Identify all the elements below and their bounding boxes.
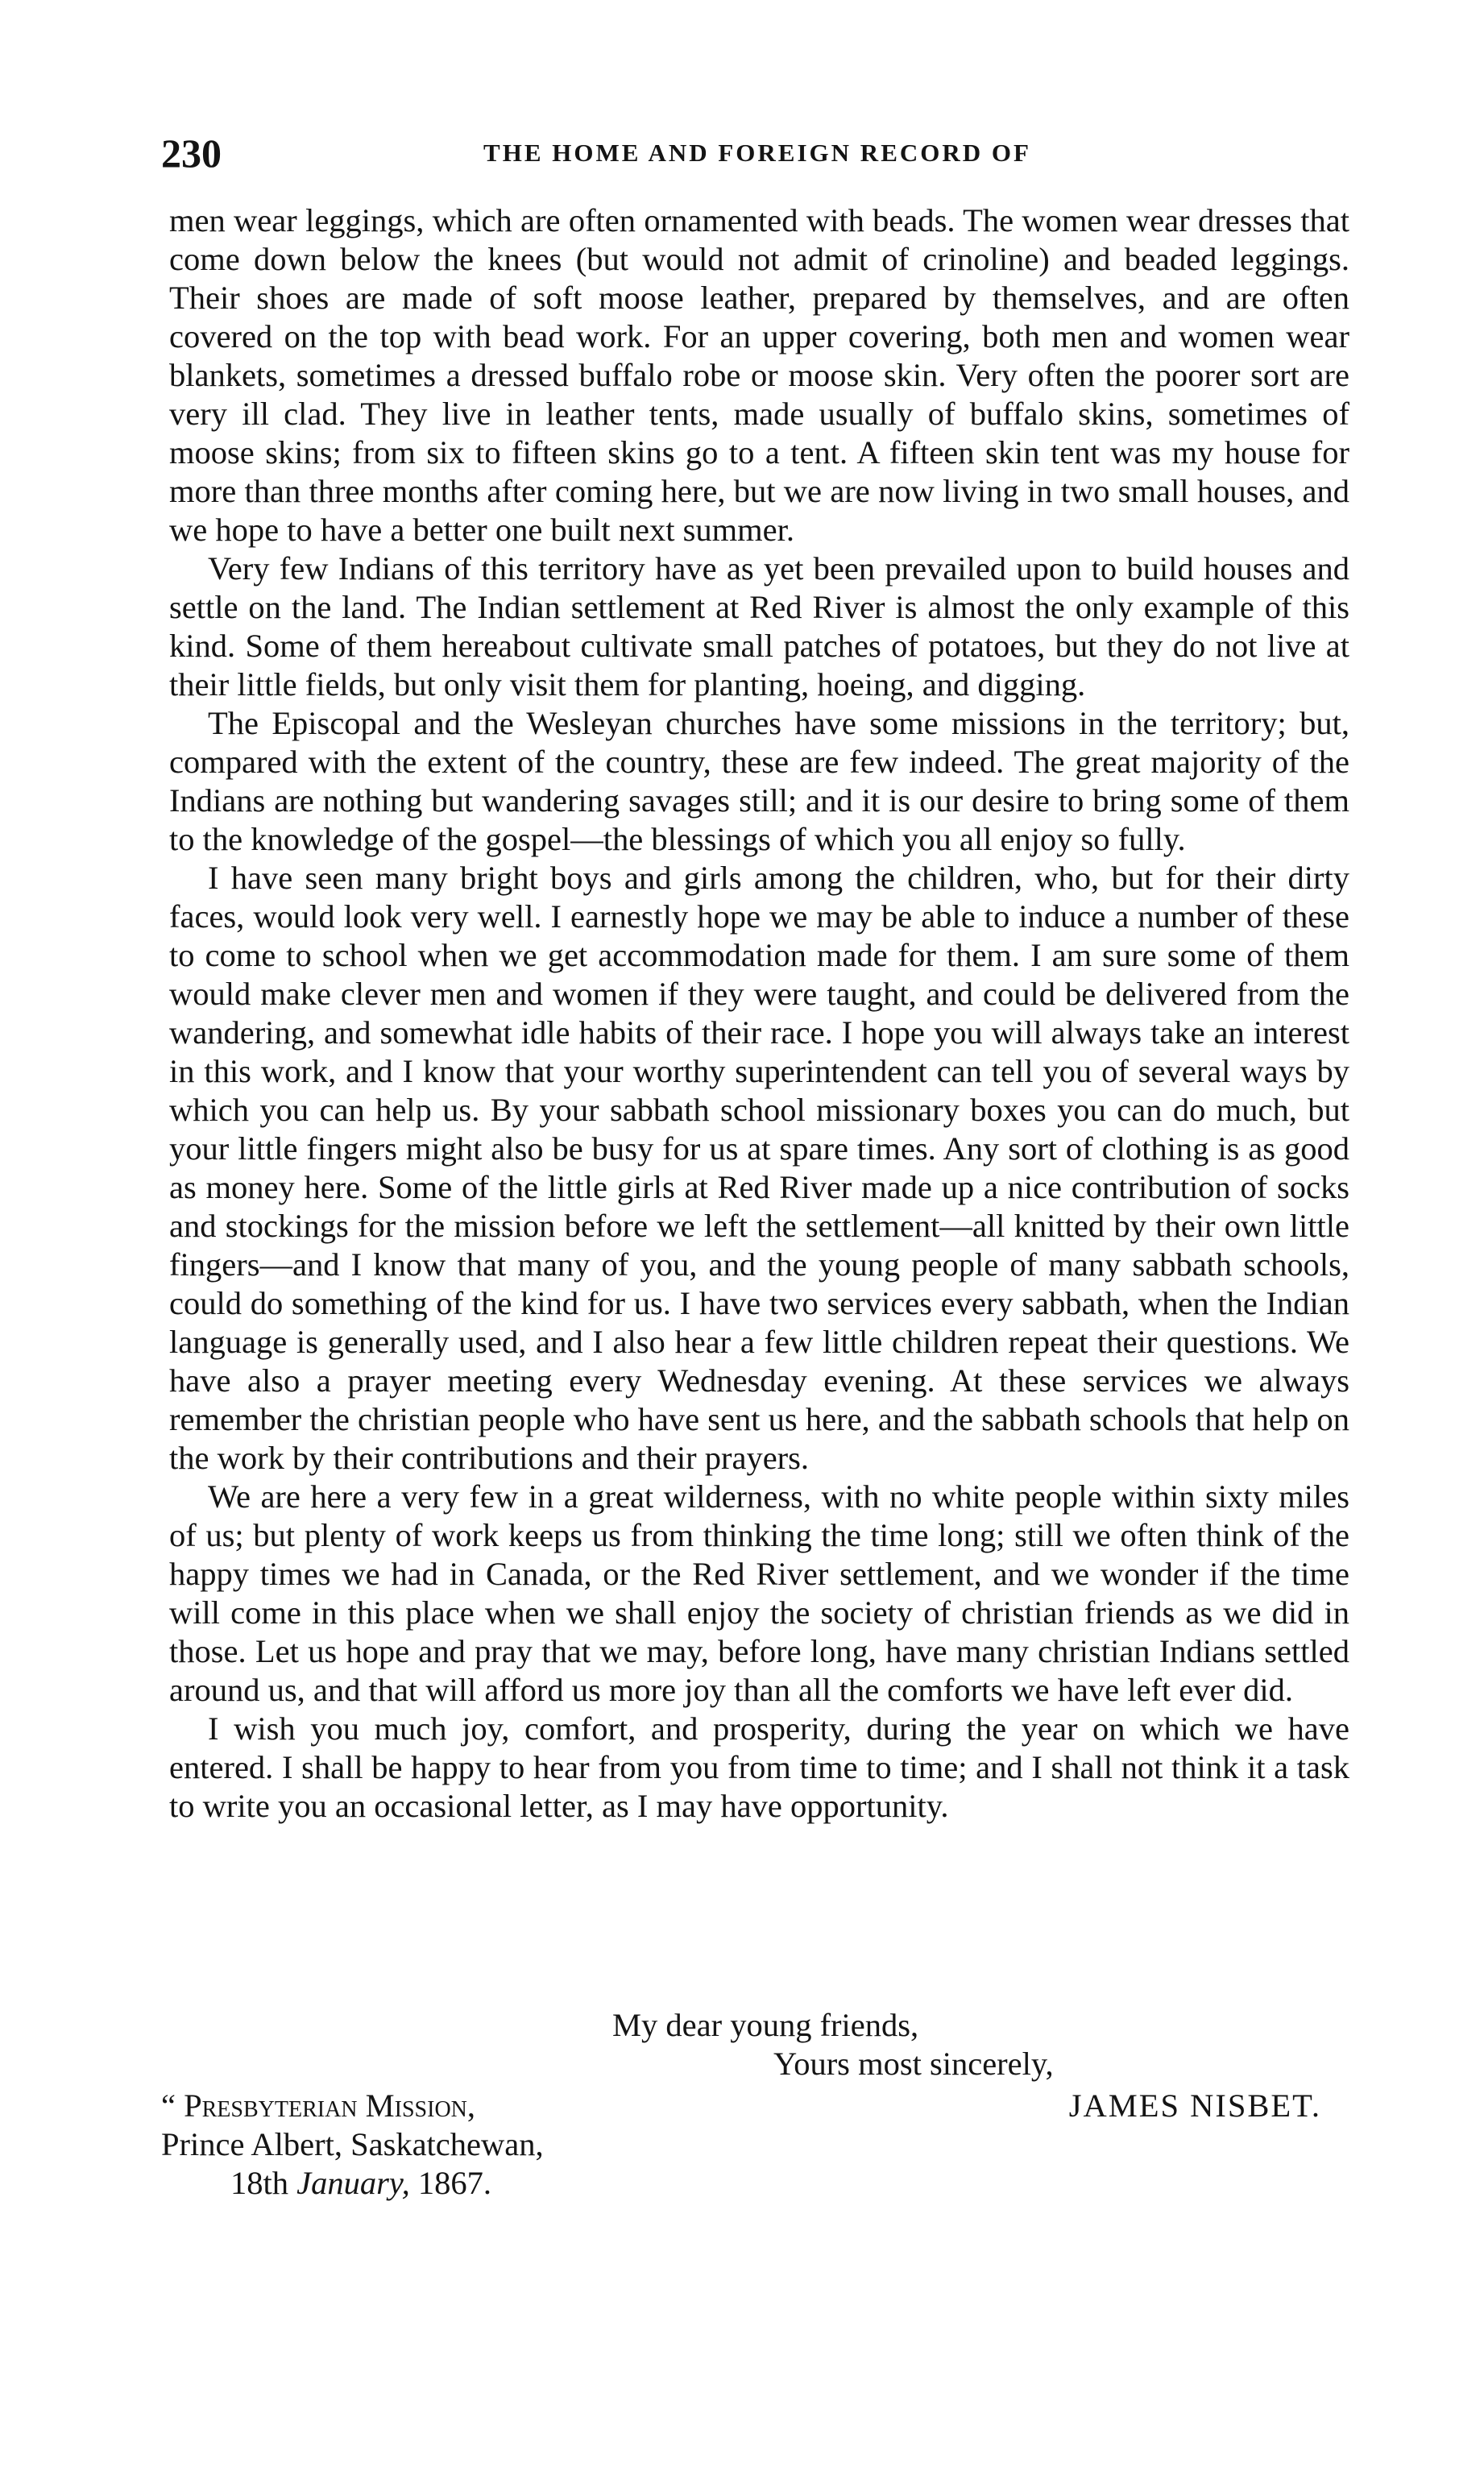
paragraph: The Episcopal and the Wesleyan churches have some missions in the territory; but, compared with the extent of the country, these are few indeed. The great majority of the Indians are nothing but wandering savages still; and it is our desire to bring some of them to the knowledge of the gospel—the blessings of which you all enjoy so fully. — [169, 705, 1349, 857]
running-head: THE HOME AND FOREIGN RECORD OF — [483, 139, 1031, 167]
paragraph: Very few Indians of this territory have as yet been prevailed upon to build houses and settle on the land. The Indian settlement at Red River is almost the only example of this kind. Some of them hereabout cultivate small patches of potatoes, but they do not live at their little fields, but only visit them for planting, hoeing, and digging. — [169, 550, 1349, 703]
paragraph: I wish you much joy, comfort, and prosperity, during the year on which we have entered. I shall be happy to hear from you from time to time; and I shall not think it a task to write you an occasional letter, as I may have opportunity. — [169, 1710, 1349, 1824]
letter-date — [230, 2164, 491, 2203]
paragraph: We are here a very few in a great wilderness, with no white people within sixty miles of us; but plenty of work keeps us from thinking the time long; still we often think of the happy times we had in Canada, or the Red River settlement, and we wonder if the time will come in this place when we shall enjoy the society of christian friends as we did in those. Let us hope and pray that we may, before long, have many christian Indians settled around us, and that will afford us more joy than all the comforts we have left ever did. — [169, 1478, 1349, 1708]
page-number: 230 — [161, 131, 222, 176]
letter-closing — [161, 2006, 1353, 2385]
paragraph: I have seen many bright boys and girls among the children, who, but for their dirty faces, would look very well. I earnestly hope we may be able to induce a number of these to come to school when we get accommodation made for them. I am sure some of them would make clever men and women if they were taught, and could be delivered from the wandering, and somewhat idle habits of their race. I hope you will always take an interest in this work, and I know that your worthy superintendent can tell you of several ways by which you can help us. By your sabbath school missionary boxes you can do much, but your little fingers might also be busy for us at spare times. Any sort of clothing is as good as money here. Some of the little girls at Red River made up a nice contribution of socks and stockings for the mission before we left the settlement—all knitted by their own little fingers—and I know that many of you, and the young people of many sabbath schools, could do something of the kind for us. I have two services every sabbath, when the Indian language is generally used, and I also hear a few little children repeat their questions. We have also a prayer meeting every Wednesday evening. At these services we always remember the christian people who have sent us here, and the sabbath schools that help on the work by their contributions and their prayers. — [169, 860, 1349, 1476]
valediction: Yours most sincerely, — [773, 2046, 1054, 2082]
date-day: 18th — [230, 2165, 289, 2201]
page-header — [161, 129, 1353, 177]
signature: JAMES NISBET. — [1068, 2087, 1321, 2124]
salutation: My dear young friends, — [612, 2007, 919, 2043]
address-line: “ Presbyterian Mission, — [161, 2087, 476, 2124]
letter-body — [169, 201, 1349, 1826]
address-line: Prince Albert, Saskatchewan, — [161, 2126, 544, 2162]
date-year: 1867. — [417, 2165, 491, 2201]
date-month: January, — [296, 2165, 410, 2201]
paragraph: men wear leggings, which are often ornamented with beads. The women wear dresses that come down below the knees (but would not admit of crinoline) and beaded leggings. Their shoes are made of soft moose leather, prepared by themselves, and are often covered on the top with bead work. For an upper covering, both men and women wear blankets, sometimes a dressed buffalo robe or moose skin. Very often the poorer sort are very ill clad. They live in leather tents, made usually of buffalo skins, sometimes of moose skins; from six to fifteen skins go to a tent. A fifteen skin tent was my house for more than three months after coming here, but we are now living in two small houses, and we hope to have a better one built next summer. — [169, 202, 1349, 548]
